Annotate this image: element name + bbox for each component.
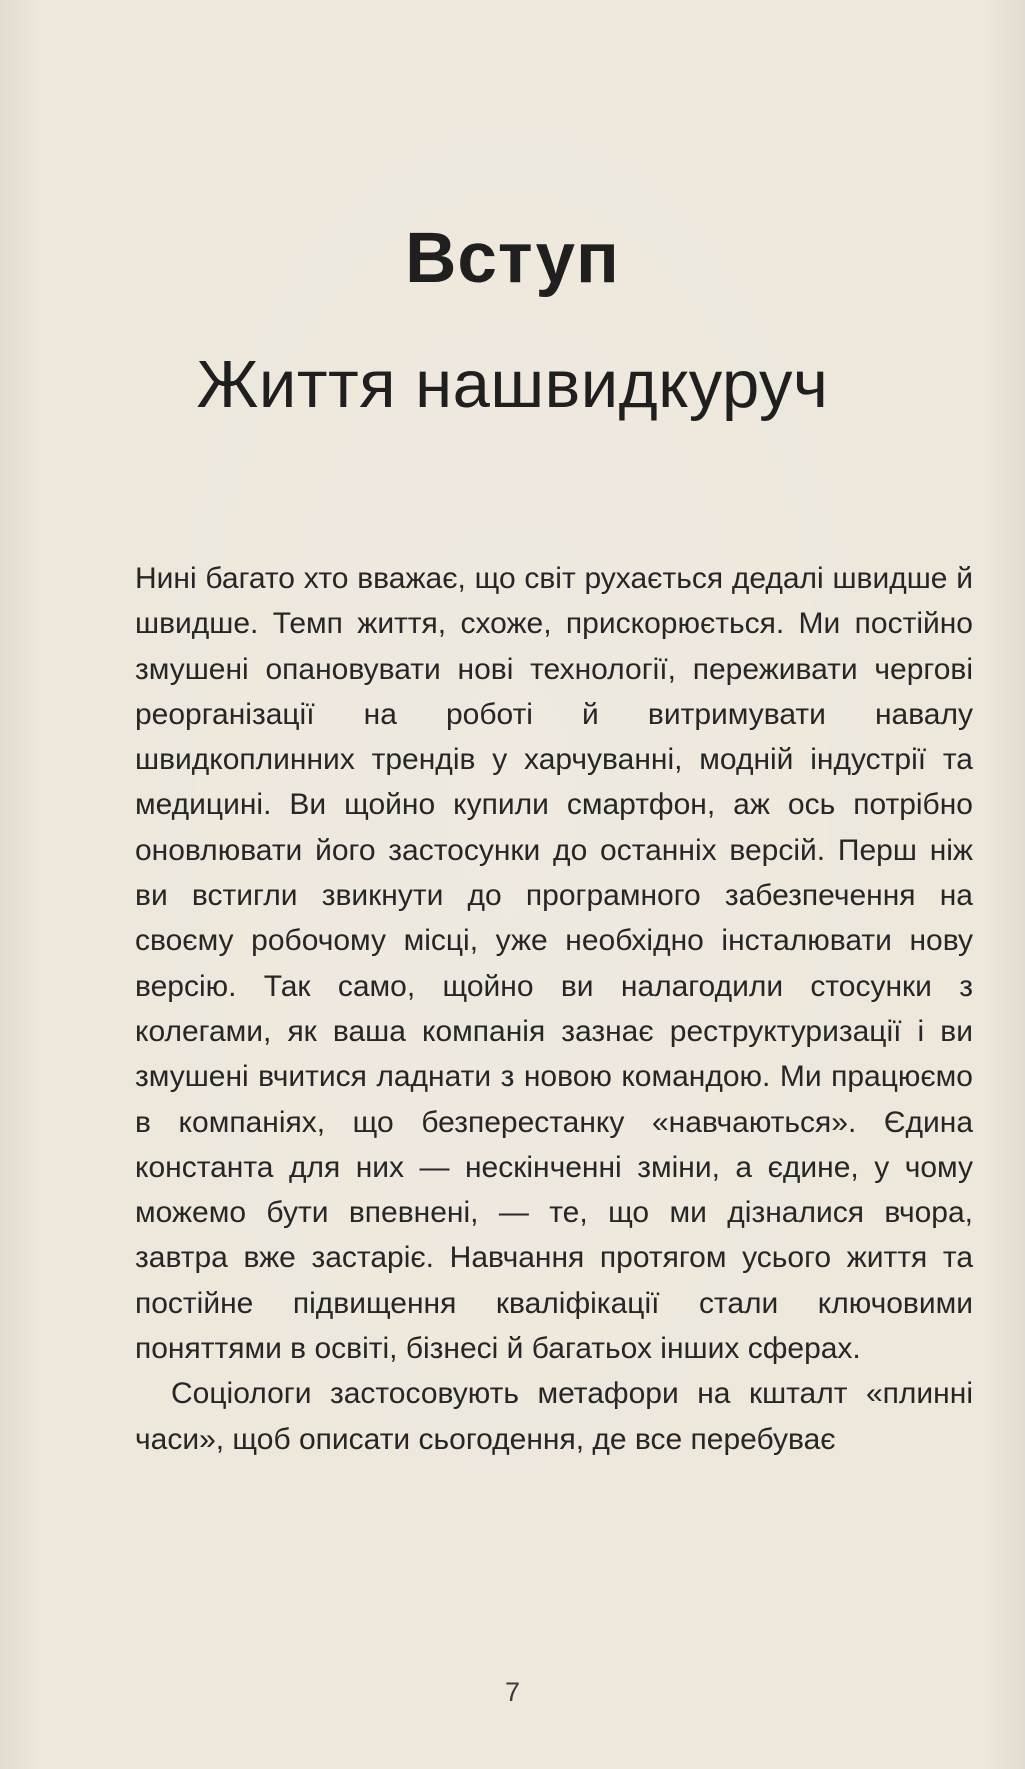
body-text	[135, 556, 973, 1462]
chapter-title: Вступ	[405, 219, 620, 298]
paragraph-1: Нині багато хто вважає, що світ рухається дедалі швидше й швидше. Темп життя, схоже, прискорюється. Ми постійно змушені опановувати нові технології, переживати чергові реорганізації на роботі й витримувати навалу швидкоплинних трендів у харчуванні, модній індустрії та медицині. Ви щойно купили смартфон, аж ось потрібно оновлювати його застосунки до останніх версій. Перш ніж ви встигли звикнути до програмного забезпечення на своєму робочому місці, уже необхідно інсталювати нову версію. Так само, щойно ви налагодили стосунки з колегами, як ваша компанія зазнає реструктуризації і ви змушені вчитися ладнати з новою командою. Ми працюємо в компаніях, що безперестанку «навчаються». Єдина константа для них — нескінченні зміни, а єдине, у чому можемо бути впевнені, — те, що ми дізналися вчора, завтра вже застаріє. Навчання протягом усього життя та постійне підвищення кваліфікації стали ключовими поняттями в освіті, бізнесі й багатьох інших сферах.	[135, 562, 973, 1366]
chapter-subtitle: Життя нашвидкуруч	[196, 347, 829, 422]
page-number: 7	[504, 1677, 521, 1707]
paragraph-2: Соціологи застосовують метафори на кшталт «плинні часи», щоб описати сьогодення, де все перебуває	[135, 1377, 973, 1456]
